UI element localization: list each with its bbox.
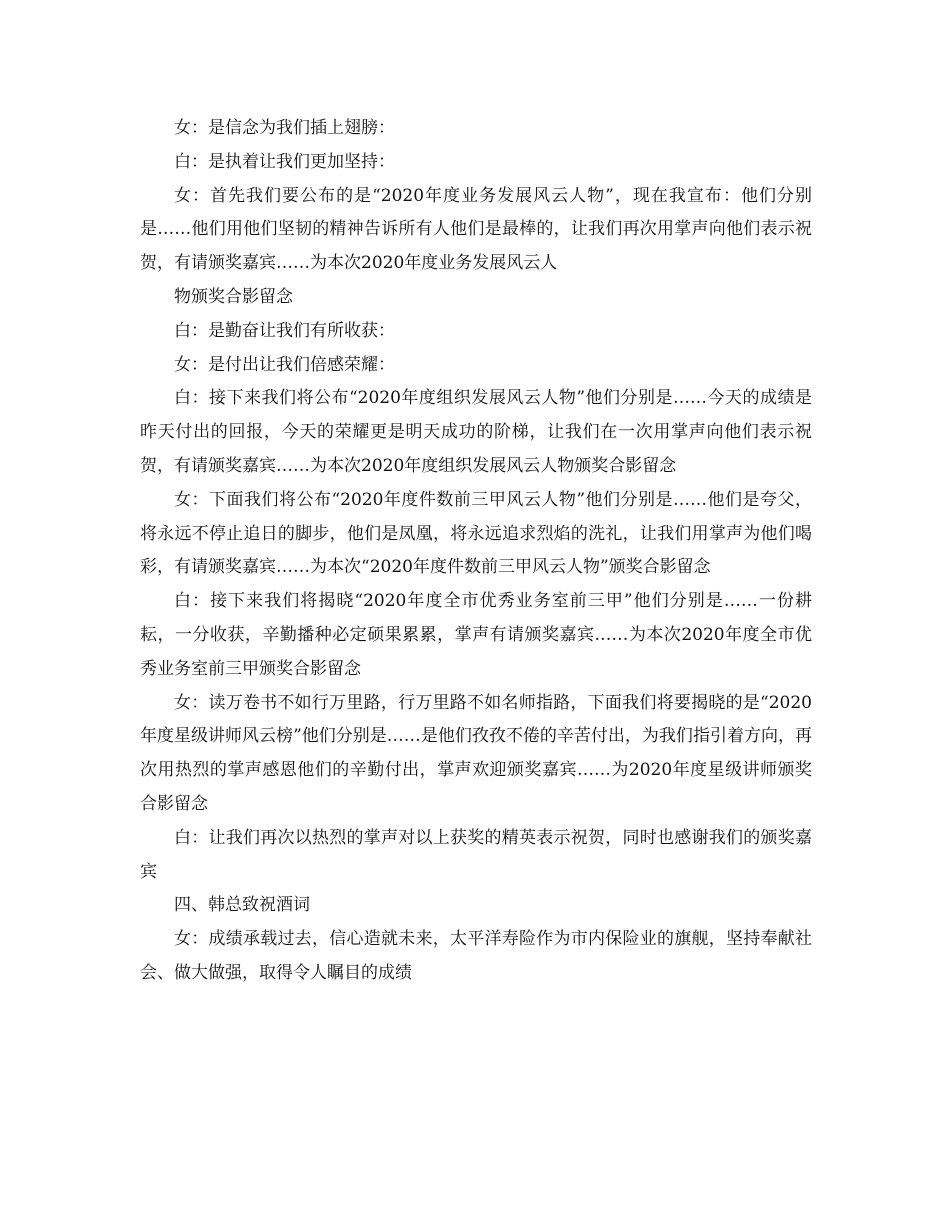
- paragraph-2: 白：是执着让我们更加坚持：: [174, 151, 395, 172]
- paragraph-5: 白：是勤奋让我们有所收获：: [174, 320, 395, 341]
- paragraph-13: 女：成绩承载过去，信心造就未来，太平洋寿险作为市内保险业的旗舰，坚持奉献社会、做大做强，取得令人瞩目的成绩: [140, 929, 812, 983]
- paragraph-3: 女：首先我们要公布的是“2020年度业务发展风云人物”，现在我宣布：他们分别是……他们用他们坚韧的精神告诉所有人他们是最棒的，让我们再次用掌声向他们表示祝贺，有请颁奖嘉宾……为本次2020年度业务发展风云人: [140, 185, 812, 274]
- paragraph-8: 女：下面我们将公布“2020年度件数前三甲风云人物”他们分别是……他们是夸父，将永远不停止追日的脚步，他们是凤凰，将永远追求烈焰的洗礼，让我们用掌声为他们喝彩，有请颁奖嘉宾……为本次“2020年度件数前三甲风云人物”颁奖合影留念: [140, 489, 812, 578]
- paragraph-6: 女：是付出让我们倍感荣耀：: [174, 354, 395, 375]
- paragraph-9: 白：接下来我们将揭晓“2020年度全市优秀业务室前三甲”他们分别是……一份耕耘，一分收获，辛勤播种必定硕果累累，掌声有请颁奖嘉宾……为本次2020年度全市优秀业务室前三甲颁奖合影留念: [140, 591, 812, 679]
- document-page: [140, 112, 812, 991]
- paragraph-7: 白：接下来我们将公布“2020年度组织发展风云人物”他们分别是……今天的成绩是昨天付出的回报，今天的荣耀更是明天成功的阶梯，让我们在一次用掌声向他们表示祝贺，有请颁奖嘉宾……为本次2020年度组织发展风云人物颁奖合影留念: [140, 388, 812, 476]
- paragraph-11: 白：让我们再次以热烈的掌声对以上获奖的精英表示祝贺，同时也感谢我们的颁奖嘉宾: [140, 827, 812, 882]
- paragraph-1: 女：是信念为我们插上翅膀：: [174, 118, 395, 138]
- section-heading: 四、韩总致祝酒词: [174, 895, 310, 916]
- paragraph-10: 女：读万卷书不如行万里路，行万里路不如名师指路，下面我们将要揭晓的是“2020年度星级讲师风云榜”他们分别是……是他们孜孜不倦的辛苦付出，为我们指引着方向，再次用热烈的掌声感恩他们的辛勤付出，掌声欢迎颁奖嘉宾……为2020年度星级讲师颁奖合影留念: [140, 692, 812, 814]
- paragraph-4: 物颁奖合影留念: [174, 286, 293, 307]
